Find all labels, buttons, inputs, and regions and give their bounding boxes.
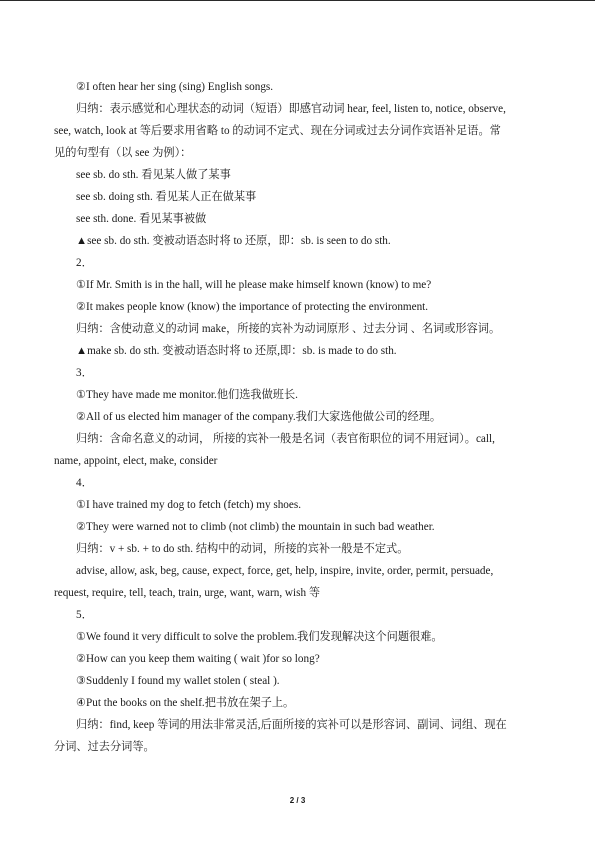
text-line: name, appoint, elect, make, consider (54, 455, 218, 467)
text-line: ①If Mr. Smith is in the hall, will he please make himself known (know) to me? (76, 279, 432, 291)
text-line: ▲make sb. do sth. 变被动语态时将 to 还原,即：sb. is made to do sth. (76, 345, 397, 357)
page-number: 2 / 3 (289, 796, 306, 805)
text-line: ①I have trained my dog to fetch (fetch) my shoes. (76, 499, 302, 511)
section-number: 5． (76, 609, 93, 621)
text-line: ③Suddenly I found my wallet stolen ( steal ). (76, 675, 280, 687)
text-line: 分词、过去分词等。 (54, 741, 155, 753)
text-line: 归纳：含命名意义的动词， 所接的宾补一般是名词（表官衔职位的词不用冠词）。call, (76, 433, 495, 445)
text-line: ▲see sb. do sth. 变被动语态时将 to 还原，即：sb. is seen to do sth. (76, 235, 391, 247)
text-line: see sb. do sth. 看见某人做了某事 (76, 169, 231, 181)
text-line: ②They were warned not to climb (not climb) the mountain in such bad weather. (76, 521, 435, 533)
text-line: request, require, tell, teach, train, urge, want, warn, wish 等 (54, 587, 321, 599)
text-line: ④Put the books on the shelf.把书放在架子上。 (76, 697, 295, 709)
text-line: 归纳：v + sb. + to do sth. 结构中的动词，所接的宾补一般是不定式。 (76, 543, 409, 555)
text-line: see, watch, look at 等后要求用省略 to 的动词不定式、现在分词或过去分词作宾语补足语。常 (54, 125, 501, 137)
text-line: ②It makes people know (know) the importance of protecting the environment. (76, 301, 429, 313)
text-line: see sb. doing sth. 看见某人正在做某事 (76, 191, 257, 203)
text-line: ①They have made me monitor.他们选我做班长. (76, 389, 298, 401)
text-line: 归纳：find, keep 等词的用法非常灵活,后面所接的宾补可以是形容词、副词、词组、现在 (76, 719, 507, 731)
section-number: 4． (76, 477, 93, 489)
text-line: 归纳：表示感觉和心理状态的动词（短语）即感官动词 hear, feel, listen to, notice, observe, (76, 103, 506, 115)
text-line: ②I often hear her sing (sing) English songs. (76, 81, 274, 93)
section-number: 2． (76, 257, 93, 269)
text-line: ①We found it very difficult to solve the problem.我们发现解决这个问题很难。 (76, 631, 443, 643)
section-number: 3． (76, 367, 93, 379)
text-line: see sth. done. 看见某事被做 (76, 213, 207, 225)
text-line: 见的句型有（以 see 为例）： (54, 147, 192, 159)
text-line: ②All of us elected him manager of the company.我们大家选他做公司的经理。 (76, 411, 442, 423)
text-line: 归纳：含使动意义的动词 make，所接的宾补为动词原形 、过去分词 、名词或形容词。 (76, 323, 501, 335)
text-line: advise, allow, ask, beg, cause, expect, force, get, help, inspire, invite, order, permit, persuade, (76, 565, 494, 577)
text-line: ②How can you keep them waiting ( wait )for so long? (76, 653, 320, 665)
